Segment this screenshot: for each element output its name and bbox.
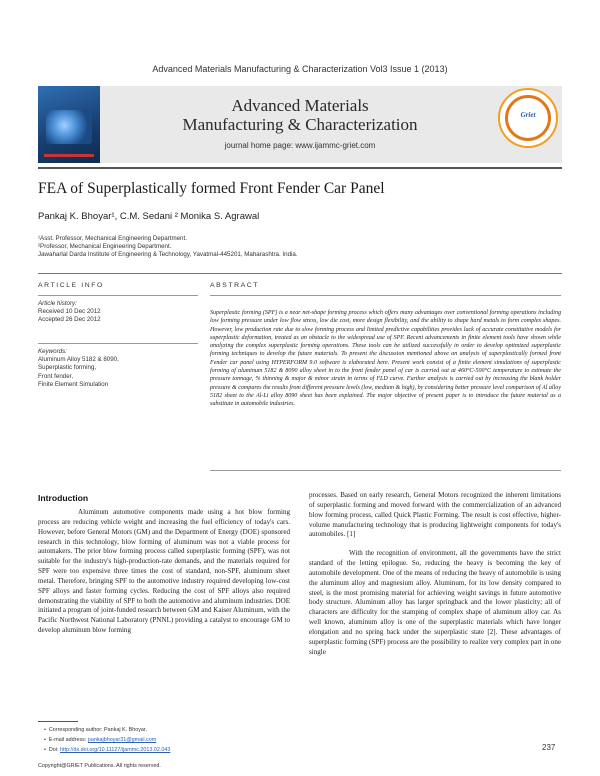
abstract-text: Superplastic forming (SPF) is a near net-shape forming process which offers many advantages over conventional forming operations including low forming pressure under low flow stress, low die cost, more design flexibility, and the ability to shape hard metals to form complex shapes. However, low production rate due to slow forming process and limited predictive capabilities provides lack of accurate constitutive models for superplastic deformation, treated as an obstacle to the widespread use of SPF. Recent advancements in finite element tools have shown while analyzing the complex superplastic forming operations. These tools can be utilized successfully in order to develop optimized superplastic forming techniques to develop the future materials. To present the discussion mentioned above an analysis of superplastically formed front Fender car panel using HYPERFORM 9.0 software is elaborated here. Present work consist of a finite element simulations of superplastic forming of aluminum 5182 & 8090 alloy sheet in to the front fender panel of car is carried out at 460°C-500°C temperature to estimate the pressure tonnage, % thinning & major & minor strain in terms of FLD curve. Further analysis is carried out by increasing the blank holder pressure & compares the results from different pressure levels (low, medium & high), by considering better pressure level comparison of Al alloy 5182 sheet to the Al-Li alloy 8090 sheet has been explained. The major objective of present paper is to introduce the future material as a substitute in automobile industries. bbox=[210, 310, 561, 408]
page-number: 237 bbox=[542, 743, 556, 752]
journal-title-line1: Advanced Materials bbox=[231, 96, 369, 115]
affiliation-1: ¹Asst. Professor, Mechanical Engineering Department. bbox=[38, 235, 187, 242]
running-head: Advanced Materials Manufacturing & Characterization Vol3 Issue 1 (2013) bbox=[152, 64, 448, 74]
keyword: Finite Element Simulation bbox=[38, 380, 109, 388]
affiliation-3: Jawaharlal Darda Institute of Engineering & Technology, Yavatmal-445201, Maharashtra. India. bbox=[38, 251, 298, 258]
email-link[interactable]: pankajbhoyar31@gmail.com bbox=[87, 737, 157, 743]
intro-paragraph: processes. Based on early research, General Motors recognized the inherent limitations of superplastic forming and moved forward with the commercialization of an advanced blow forming process, called Quick Plastic Forming. The result is cost effective, higher-volume manufacturing technology that is producing lightweight components for today's automobiles. [1] bbox=[309, 491, 561, 539]
keyword: Aluminum Alloy 5182 & 8090, bbox=[38, 356, 119, 364]
copyright-notice: Copyright@GRIET Publications. All rights reserved. bbox=[38, 763, 161, 769]
doi-link[interactable]: http://dx.doi.org/10.11127/ijammc.2013.02.043 bbox=[59, 747, 171, 753]
article-history bbox=[38, 300, 198, 325]
keywords-label: Keywords: bbox=[38, 348, 67, 355]
footnote-email: • E-mail address: pankajbhoyar31@gmail.com bbox=[44, 737, 157, 743]
paper-title: FEA of Superplastically formed Front Fender Car Panel bbox=[38, 180, 385, 197]
introduction-heading: Introduction bbox=[38, 493, 89, 503]
intro-right-column bbox=[309, 491, 561, 658]
bullet-icon: • bbox=[44, 737, 49, 743]
abstract-end-rule bbox=[210, 470, 561, 471]
accepted-date: Accepted 26 Dec 2012 bbox=[38, 316, 101, 324]
bullet-icon: • bbox=[44, 747, 49, 753]
abstract-rule bbox=[210, 295, 561, 296]
keyword: Superplastic forming, bbox=[38, 364, 97, 372]
footnote-corresponding: • Corresponding author: Pankaj K. Bhoyar, bbox=[44, 727, 147, 733]
intro-paragraph: With the recognition of environment, all the governments have the strict standard of the letting epilogue. So, reducing the heavy is becoming the key of automobile development. One of the means of reducing the heavy of automobile is using the aluminum alloy and magnesium alloy. Aluminum, for its low density compared to steel, is the most promising material for achieving weight savings in future automotive body structure. Aluminum alloy has larger springback and the lower plasticity; all of characters are difficulty for the stamping of complex shape of aluminum alloy car. As well known, aluminum alloy is one of the superplastic materials which have longer elongation and no spring back under the superplastic state [2]. These advantages of superplastic forming (SPF) process are the possibility to realize very complex part in one single bbox=[309, 549, 561, 656]
keyword: Front fender, bbox=[38, 372, 74, 380]
history-label: Article history: bbox=[38, 300, 77, 307]
footnote-doi: • Doi: http://dx.doi.org/10.11127/ijammc.2013.02.043 bbox=[44, 747, 171, 753]
affiliation-2: ²Professor, Mechanical Engineering Department. bbox=[38, 243, 172, 250]
footnote-rule bbox=[38, 721, 78, 722]
article-info-heading: ARTICLE INFO bbox=[38, 282, 104, 289]
bullet-icon: • bbox=[44, 727, 49, 733]
abstract-heading: ABSTRACT bbox=[210, 282, 260, 289]
paper-authors: Pankaj K. Bhoyar¹, C.M. Sedani ² Monika S. Agrawal bbox=[38, 211, 260, 222]
intro-paragraph: Aluminum automotive components made using a hot blow forming process are reducing vehicle weight and increasing the fuel efficiency of today's cars. However, before General Motors (GM) and the Department of Energy (DOE) sponsored research in this technology, blow forming of aluminum was not a viable process for automakers. The prior blow forming process called superplastic forming (SPF), was not suitable for the industry's high-production-rate demands, and the materials required for SPF were too expensive three times the cost of standard, non-SPF, aluminum sheet metal. Therefore, bringing SPF to the automotive industry required developing low-cost SPF alloys and faster forming cycles. Reducing the cost of SPF alloys also required demonstrating the viability of SPF to both the automotive and aluminum industries. DOE initiated a program of joint-funded research between GM and Kaiser Aluminum, with the Pacific Northwest National Laboratory (PNNL) providing a catalyst to encourage GM to develop aluminum blow forming bbox=[38, 508, 290, 635]
griet-logo bbox=[498, 88, 558, 148]
section-divider bbox=[38, 273, 562, 274]
keywords-rule bbox=[38, 343, 198, 344]
journal-home-page: journal home page: www.ijammc-griet.com bbox=[224, 141, 376, 150]
logo-text: Griet bbox=[520, 111, 536, 119]
received-date: Received 10 Dec 2012 bbox=[38, 308, 101, 316]
intro-left-column bbox=[38, 508, 290, 636]
journal-title bbox=[140, 96, 460, 134]
article-info-rule bbox=[38, 295, 198, 296]
journal-cover-image bbox=[38, 86, 100, 163]
header-divider bbox=[38, 167, 562, 169]
keywords-block bbox=[38, 348, 198, 389]
journal-title-line2: Manufacturing & Characterization bbox=[182, 115, 418, 134]
